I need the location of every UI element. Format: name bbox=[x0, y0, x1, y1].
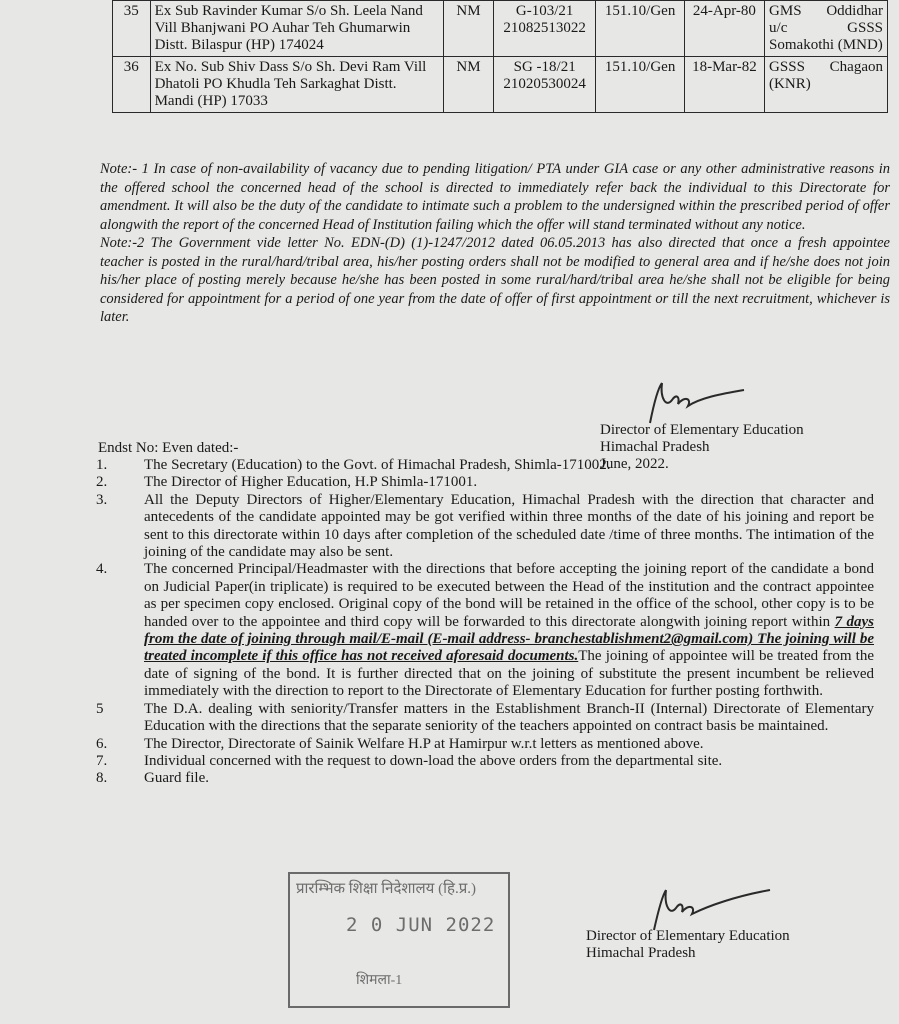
list-item bbox=[96, 457, 874, 474]
list-item bbox=[96, 736, 874, 753]
item-number: 1. bbox=[96, 457, 108, 473]
signatory-state: Himachal Pradesh bbox=[600, 439, 710, 455]
item-text: The Director, Directorate of Sainik Welfare H.P at Hamirpur w.r.t letters as mentioned above. bbox=[144, 735, 704, 752]
date-of-birth-cell: 18-Mar-82 bbox=[684, 57, 764, 113]
list-item bbox=[96, 561, 874, 700]
school-type: GSSS bbox=[769, 59, 805, 75]
stamp-footer: शिमला-1 bbox=[356, 973, 403, 988]
code-cell: G-103/21 21082513022 bbox=[493, 1, 596, 57]
signatory-state: Himachal Pradesh bbox=[586, 945, 696, 961]
item-number: 8. bbox=[96, 770, 108, 787]
category-cell: NM bbox=[444, 1, 494, 57]
list-item bbox=[96, 474, 874, 491]
signature-scribble-2 bbox=[646, 884, 776, 934]
signature-scribble-1 bbox=[640, 378, 750, 428]
list-item bbox=[96, 492, 874, 562]
notes-section bbox=[100, 160, 890, 327]
item-number: 4. bbox=[96, 561, 108, 578]
item-number: 7. bbox=[96, 752, 108, 769]
school-name: Oddidhar bbox=[826, 3, 883, 19]
signature-date: June, 2022. bbox=[600, 456, 669, 472]
item-number: 3. bbox=[96, 491, 108, 508]
item-text: The Director of Higher Education, H.P Shimla-171001. bbox=[144, 474, 478, 491]
signatory-title: Director of Elementary Education bbox=[600, 422, 804, 438]
date-of-birth-cell: 24-Apr-80 bbox=[684, 1, 764, 57]
endorsement-heading: Endst No: Even dated:- bbox=[98, 440, 239, 456]
school-type-2: GSSS bbox=[847, 20, 883, 36]
school-name: Chagaon bbox=[829, 59, 883, 75]
school-status: u/c bbox=[769, 20, 788, 36]
item-text: The Secretary (Education) to the Govt. of Himachal Pradesh, Shimla-171002. bbox=[144, 457, 611, 473]
school-type: GMS bbox=[769, 3, 802, 19]
item-text-part-a: The concerned Principal/Headmaster with the directions that before accepting the joining report of the candidate a bond on Judicial Paper(in triplicate) is required to be executed between the Head of the institution and the contract appointee as per specimen copy enclosed. Original copy of the bond will be retained in the office of the school, other copy is to be handed over to the appointee and third copy will be forwarded to this directorate alongwith joining report within bbox=[144, 561, 874, 630]
school-location: Somakothi (MND) bbox=[769, 37, 883, 53]
list-item bbox=[96, 753, 874, 770]
item-number: 2. bbox=[96, 474, 108, 491]
note-2: Note:-2 The Government vide letter No. EDN-(D) (1)-1247/2012 dated 06.05.2013 has also directed that once a fresh appointee teacher is posted in the rural/hard/tribal area, his/her posting orders shall not be modified to general area and if he/she does not join his/her place of posting merely because he/she has been posted in some rural/hard/tribal area he/she shall not be eligible for being considered for appointment for a period of one year from the date of offer of first appointment or till the next recruitment, whichever is later. bbox=[100, 235, 890, 325]
item-text: The D.A. dealing with seniority/Transfer matters in the Establishment Branch-II (Internal) Directorate of Elementary Education with the directions that the separate seniority of the teachers appointed on contract basis be maintained. bbox=[144, 700, 874, 735]
school-cell bbox=[765, 57, 888, 113]
signatory-title: Director of Elementary Education bbox=[586, 928, 790, 944]
item-number: 6. bbox=[96, 735, 108, 752]
candidate-details: Ex No. Sub Shiv Dass S/o Sh. Devi Ram Vill Dhatoli PO Khudla Teh Sarkaghat Distt. Mandi (HP) 17033 bbox=[150, 57, 444, 113]
table-row bbox=[113, 57, 888, 113]
code-cell: SG -18/21 21020530024 bbox=[493, 57, 596, 113]
office-stamp bbox=[288, 872, 510, 1008]
table-row bbox=[113, 1, 888, 57]
item-text bbox=[144, 561, 874, 700]
signature-block-2 bbox=[586, 928, 790, 962]
note-1: Note:- 1 In case of non-availability of vacancy due to pending litigation/ PTA under GIA case or any other administrative reasons in the offered school the concerned head of the school is directed to immediately refer back the individual to this Directorate for amendment. It will also be the duty of the candidate to intimate such a problem to the undersigned within the prescribed period of offer alongwith the report of the concerned Head of Institution failing which the offer will stand terminated without any notice. bbox=[100, 161, 890, 233]
item-text: Individual concerned with the request to down-load the above orders from the departmental site. bbox=[144, 752, 723, 769]
item-text: Guard file. bbox=[144, 770, 209, 787]
candidate-details: Ex Sub Ravinder Kumar S/o Sh. Leela Nand Vill Bhanjwani PO Auhar Teh Ghumarwin Distt. Bilaspur (HP) 174024 bbox=[150, 1, 444, 57]
candidate-table bbox=[112, 0, 888, 113]
school-location: (KNR) bbox=[769, 76, 811, 92]
list-item bbox=[96, 770, 874, 787]
item-text: All the Deputy Directors of Higher/Elementary Education, Himachal Pradesh with the direction that character and antecedents of the candidate appointed may be got verified within three months of the date of his joining and report be sent to this directorate within 10 days after completion of the scheduled date /time of three months. The intimation of the joining of the candidate may also be sent. bbox=[144, 491, 874, 561]
endorsement-list bbox=[96, 457, 874, 788]
category-cell: NM bbox=[444, 57, 494, 113]
item-text-emphasis: 7 days from the date of joining through mail/E-mail (E-mail address- branchestablishment2@gmail.com) The joining will be treated incomplete if this office has not received aforesaid documents. bbox=[144, 613, 874, 665]
school-cell bbox=[765, 1, 888, 57]
serial-number: 35 bbox=[113, 1, 151, 57]
item-number: 5 bbox=[96, 700, 104, 717]
stamp-date: 2 0 JUN 2022 bbox=[346, 914, 496, 936]
stamp-header: प्रारम्भिक शिक्षा निदेशालय (हि.प्र.) bbox=[296, 881, 476, 897]
list-item bbox=[96, 701, 874, 736]
pay-cell: 151.10/Gen bbox=[596, 57, 684, 113]
serial-number: 36 bbox=[113, 57, 151, 113]
pay-cell: 151.10/Gen bbox=[596, 1, 684, 57]
item-text-part-c: The joining of appointee will be treated from the date of signing of the bond. It is further directed that on the joining of substitute the present incumbent be relieved immediately with the direction to report to the Directorate of Elementary Education for further posting forthwith. bbox=[144, 648, 875, 700]
